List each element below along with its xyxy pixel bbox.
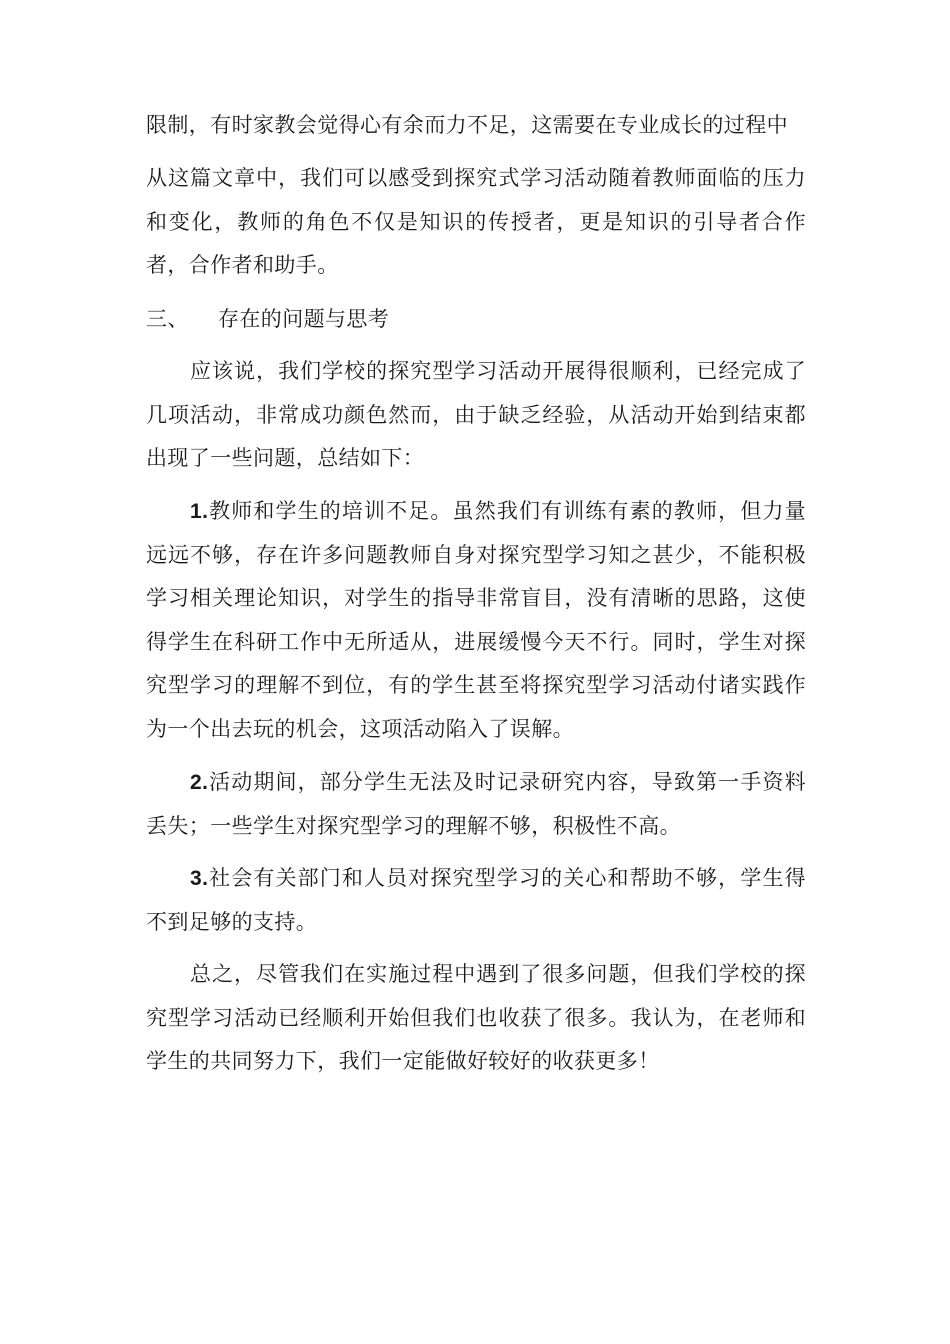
list-item-number: 2. [190, 771, 209, 794]
paragraph-intro: 应该说，我们学校的探究型学习活动开展得很顺利，已经完成了几项活动，非常成功颜色然而，由于缺乏经验，从活动开始到结束都出现了一些问题，总结如下： [146, 359, 806, 470]
paragraph-reflection: 从这篇文章中，我们可以感受到探究式学习活动随着教师面临的压力和变化，教师的角色不仅是知识的传授者，更是知识的引导者合作者，合作者和助手。 [146, 166, 806, 277]
list-item-text: 教师和学生的培训不足。虽然我们有训练有素的教师，但力量远远不够，存在许多问题教师自身对探究型学习知之甚少，不能积极学习相关理论知识，对学生的指导非常盲目，没有清晰的思路，这使得学生在科研工作中无所适从，进展缓慢今天不行。同时，学生对探究型学习的理解不到位，有的学生甚至将探究型学习活动付诸实践作为一个出去玩的机会，这项活动陷入了误解。 [146, 499, 806, 741]
list-item-text: 社会有关部门和人员对探究型学习的关心和帮助不够，学生得不到足够的支持。 [146, 866, 806, 934]
section-heading-title: 存在的问题与思考 [218, 307, 390, 331]
list-item-2 [146, 761, 806, 848]
paragraph-conclusion: 总之，尽管我们在实施过程中遇到了很多问题，但我们学校的探究型学习活动已经顺利开始但我们也收获了很多。我认为，在老师和学生的共同努力下，我们一定能做好较好的收获更多！ [146, 962, 806, 1073]
list-item-number: 1. [190, 500, 209, 523]
list-item-3 [146, 857, 806, 944]
list-item-number: 3. [190, 867, 209, 890]
section-heading [146, 298, 389, 342]
list-item-1 [146, 490, 806, 751]
section-heading-number: 三、 [146, 307, 189, 331]
text-line-fragment: 限制，有时家教会觉得心有余而力不足，这需要在专业成长的过程中 [146, 113, 788, 137]
list-item-text: 活动期间，部分学生无法及时记录研究内容，导致第一手资料丢失；一些学生对探究型学习的理解不够，积极性不高。 [146, 770, 806, 838]
